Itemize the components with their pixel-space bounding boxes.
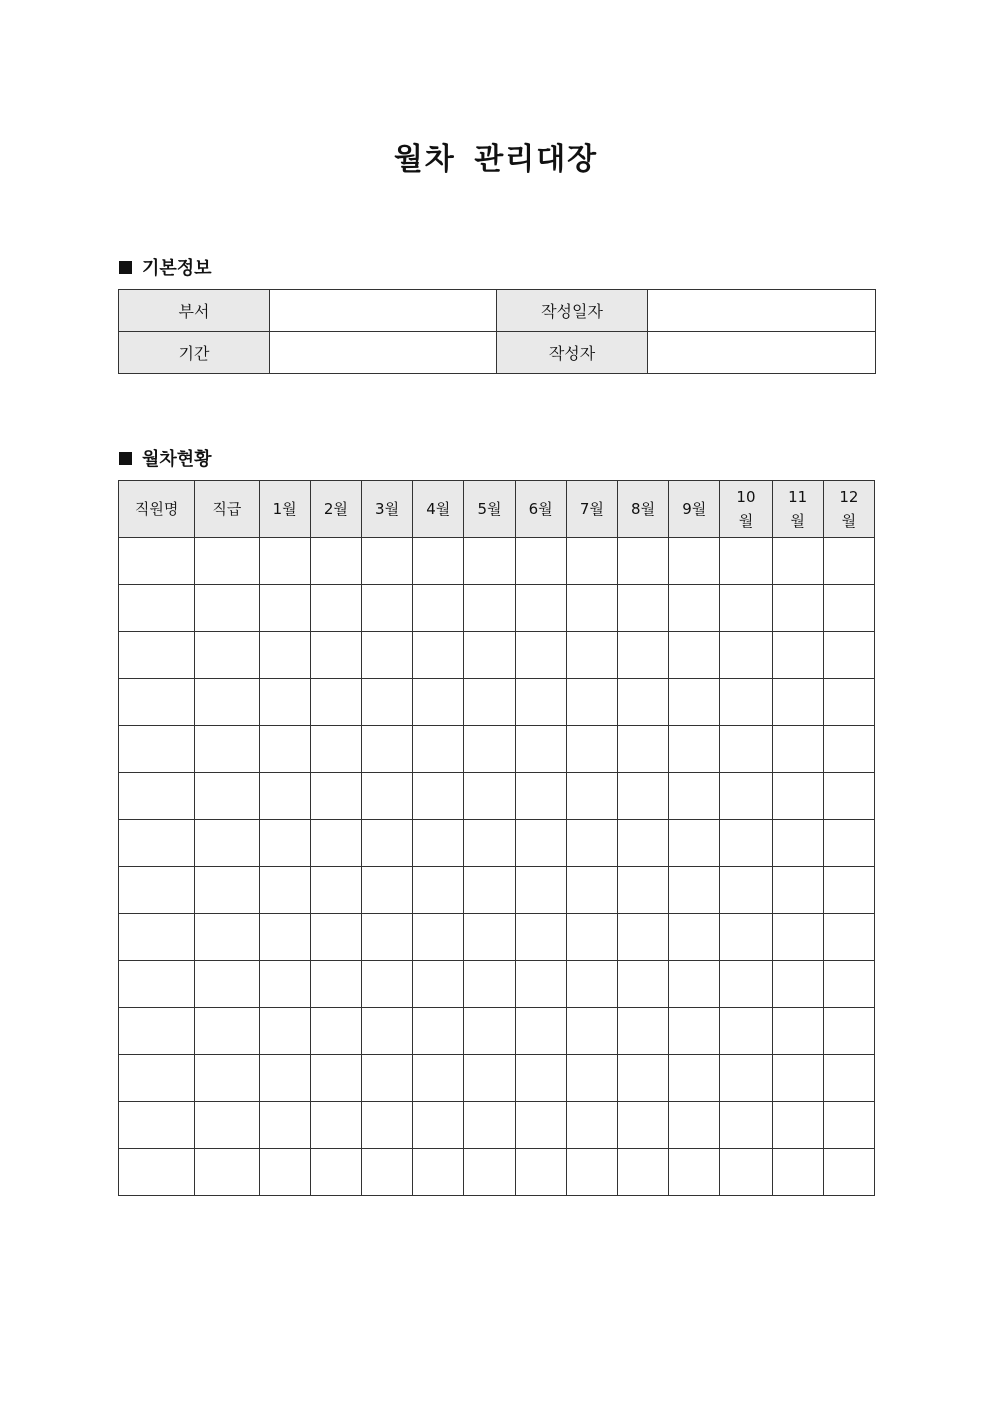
table-cell[interactable] [617,867,668,914]
column-header: 4월 [413,481,464,538]
table-cell[interactable] [720,1102,772,1149]
table-cell[interactable] [119,726,195,773]
table-cell[interactable] [617,538,668,585]
table-row [119,961,875,1008]
table-cell[interactable] [720,773,772,820]
table-cell[interactable] [515,726,566,773]
table-cell[interactable] [310,538,361,585]
column-header: 12 월 [823,481,874,538]
table-cell[interactable] [617,961,668,1008]
date-written-field[interactable] [648,290,876,332]
table-cell[interactable] [361,1149,412,1196]
table-cell[interactable] [310,679,361,726]
table-cell[interactable] [119,1149,195,1196]
table-cell[interactable] [772,632,823,679]
table-cell[interactable] [413,1008,464,1055]
table-cell[interactable] [361,1008,412,1055]
table-cell[interactable] [566,1102,617,1149]
table-cell[interactable] [772,867,823,914]
table-cell[interactable] [823,961,874,1008]
table-cell[interactable] [195,1149,259,1196]
table-cell[interactable] [669,773,720,820]
table-cell[interactable] [259,538,310,585]
table-cell[interactable] [566,1149,617,1196]
table-cell[interactable] [310,867,361,914]
table-cell[interactable] [413,679,464,726]
table-cell[interactable] [515,1008,566,1055]
table-cell[interactable] [617,1055,668,1102]
table-cell[interactable] [310,773,361,820]
table-cell[interactable] [669,632,720,679]
table-cell[interactable] [669,726,720,773]
table-cell[interactable] [195,867,259,914]
table-cell[interactable] [361,773,412,820]
table-cell[interactable] [195,538,259,585]
table-cell[interactable] [720,1055,772,1102]
table-cell[interactable] [413,726,464,773]
table-cell[interactable] [669,1149,720,1196]
column-header: 5월 [464,481,515,538]
table-cell[interactable] [119,773,195,820]
table-cell[interactable] [195,1055,259,1102]
table-cell[interactable] [259,632,310,679]
table-cell[interactable] [720,961,772,1008]
table-cell[interactable] [310,585,361,632]
basic-info-heading [119,254,212,280]
table-cell[interactable] [259,585,310,632]
column-header: 8월 [617,481,668,538]
table-cell[interactable] [823,820,874,867]
table-row [119,1102,875,1149]
table-cell[interactable] [119,914,195,961]
table-cell[interactable] [413,1102,464,1149]
column-header: 직급 [195,481,259,538]
date-written-label: 작성일자 [497,290,648,332]
table-cell[interactable] [772,914,823,961]
table-cell[interactable] [310,1149,361,1196]
table-cell[interactable] [823,773,874,820]
table-row [119,538,875,585]
table-cell[interactable] [464,867,515,914]
table-cell[interactable] [310,726,361,773]
square-bullet-icon [119,261,132,274]
table-cell[interactable] [515,1149,566,1196]
table-cell[interactable] [195,1102,259,1149]
table-cell[interactable] [119,1055,195,1102]
table-cell[interactable] [119,679,195,726]
table-cell[interactable] [361,820,412,867]
table-cell[interactable] [772,961,823,1008]
table-cell[interactable] [259,1102,310,1149]
period-label: 기간 [119,332,270,374]
table-cell[interactable] [515,538,566,585]
table-row [119,585,875,632]
table-cell[interactable] [823,867,874,914]
table-cell[interactable] [119,867,195,914]
department-field[interactable] [270,290,497,332]
table-cell[interactable] [515,820,566,867]
table-cell[interactable] [515,1055,566,1102]
table-cell[interactable] [464,538,515,585]
table-cell[interactable] [772,820,823,867]
table-cell[interactable] [413,538,464,585]
table-cell[interactable] [259,820,310,867]
table-cell[interactable] [566,867,617,914]
table-row [119,679,875,726]
table-cell[interactable] [361,961,412,1008]
table-cell[interactable] [566,726,617,773]
table-cell[interactable] [617,726,668,773]
table-cell[interactable] [119,1008,195,1055]
table-row [119,773,875,820]
table-cell[interactable] [310,1055,361,1102]
table-cell[interactable] [772,726,823,773]
table-cell[interactable] [720,538,772,585]
table-cell[interactable] [119,1102,195,1149]
table-cell[interactable] [464,1055,515,1102]
table-cell[interactable] [823,914,874,961]
author-field[interactable] [648,332,876,374]
table-cell[interactable] [195,820,259,867]
square-bullet-icon [119,452,132,465]
table-cell[interactable] [566,961,617,1008]
table-cell[interactable] [413,585,464,632]
table-cell[interactable] [669,820,720,867]
column-header: 1월 [259,481,310,538]
table-cell[interactable] [515,961,566,1008]
table-cell[interactable] [259,1149,310,1196]
table-cell[interactable] [669,1055,720,1102]
table-cell[interactable] [617,1008,668,1055]
table-cell[interactable] [464,1102,515,1149]
leave-status-table [118,480,875,1196]
table-cell[interactable] [720,820,772,867]
table-cell[interactable] [361,914,412,961]
column-header: 6월 [515,481,566,538]
table-cell[interactable] [720,632,772,679]
table-cell[interactable] [259,726,310,773]
table-cell[interactable] [772,585,823,632]
table-cell[interactable] [259,773,310,820]
table-cell[interactable] [566,1055,617,1102]
table-cell[interactable] [515,632,566,679]
table-cell[interactable] [566,632,617,679]
column-header: 10 월 [720,481,772,538]
table-cell[interactable] [361,538,412,585]
table-cell[interactable] [119,961,195,1008]
table-cell[interactable] [720,585,772,632]
basic-info-heading-label: 기본정보 [142,258,212,279]
table-cell[interactable] [195,585,259,632]
table-cell[interactable] [823,632,874,679]
table-cell[interactable] [720,867,772,914]
table-cell[interactable] [413,1149,464,1196]
table-cell[interactable] [464,1149,515,1196]
table-cell[interactable] [720,914,772,961]
table-cell[interactable] [617,679,668,726]
table-cell[interactable] [566,538,617,585]
table-header-row [119,481,875,538]
table-row [119,726,875,773]
table-row [119,1008,875,1055]
table-cell[interactable] [720,726,772,773]
column-header: 7월 [566,481,617,538]
table-row [119,290,876,332]
table-row [119,820,875,867]
table-cell[interactable] [772,1008,823,1055]
table-cell[interactable] [464,1008,515,1055]
table-row [119,1149,875,1196]
table-cell[interactable] [259,914,310,961]
table-cell[interactable] [464,914,515,961]
table-cell[interactable] [515,773,566,820]
table-cell[interactable] [823,1102,874,1149]
table-cell[interactable] [413,632,464,679]
table-cell[interactable] [823,679,874,726]
table-cell[interactable] [259,961,310,1008]
table-cell[interactable] [195,679,259,726]
table-cell[interactable] [119,585,195,632]
table-cell[interactable] [720,1008,772,1055]
table-cell[interactable] [464,632,515,679]
table-cell[interactable] [413,1055,464,1102]
leave-status-heading-label: 월차현황 [142,449,212,470]
table-cell[interactable] [310,1008,361,1055]
table-cell[interactable] [310,820,361,867]
table-cell[interactable] [361,726,412,773]
table-cell[interactable] [310,914,361,961]
table-cell[interactable] [669,1102,720,1149]
table-cell[interactable] [259,1008,310,1055]
table-cell[interactable] [195,914,259,961]
table-cell[interactable] [566,585,617,632]
table-cell[interactable] [669,914,720,961]
leave-status-heading [119,445,212,471]
table-row [119,632,875,679]
table-cell[interactable] [823,538,874,585]
table-cell[interactable] [669,538,720,585]
department-label: 부서 [119,290,270,332]
table-cell[interactable] [464,820,515,867]
table-cell[interactable] [310,632,361,679]
table-cell[interactable] [361,679,412,726]
column-header: 9월 [669,481,720,538]
table-cell[interactable] [772,1102,823,1149]
table-cell[interactable] [617,585,668,632]
table-cell[interactable] [566,679,617,726]
table-cell[interactable] [464,961,515,1008]
table-cell[interactable] [195,726,259,773]
table-cell[interactable] [823,1008,874,1055]
table-cell[interactable] [361,632,412,679]
table-row [119,332,876,374]
table-cell[interactable] [617,1149,668,1196]
table-cell[interactable] [720,1149,772,1196]
table-cell[interactable] [617,773,668,820]
page-title: 월차 관리대장 [393,142,599,177]
table-cell[interactable] [413,914,464,961]
table-cell[interactable] [259,679,310,726]
table-cell[interactable] [515,585,566,632]
table-cell[interactable] [119,820,195,867]
table-cell[interactable] [195,632,259,679]
table-cell[interactable] [464,679,515,726]
table-cell[interactable] [823,1055,874,1102]
table-cell[interactable] [413,961,464,1008]
table-cell[interactable] [310,1102,361,1149]
table-row [119,1055,875,1102]
table-cell[interactable] [259,1055,310,1102]
table-cell[interactable] [823,726,874,773]
column-header: 직원명 [119,481,195,538]
table-cell[interactable] [515,679,566,726]
table-cell[interactable] [515,914,566,961]
table-cell[interactable] [515,867,566,914]
table-cell[interactable] [720,679,772,726]
table-cell[interactable] [119,632,195,679]
table-cell[interactable] [772,1149,823,1196]
table-cell[interactable] [823,1149,874,1196]
table-cell[interactable] [515,1102,566,1149]
table-cell[interactable] [119,538,195,585]
table-cell[interactable] [361,1102,412,1149]
table-cell[interactable] [259,867,310,914]
table-cell[interactable] [617,632,668,679]
table-cell[interactable] [772,1055,823,1102]
table-cell[interactable] [669,585,720,632]
table-cell[interactable] [669,1008,720,1055]
table-cell[interactable] [464,585,515,632]
table-cell[interactable] [361,585,412,632]
table-cell[interactable] [413,773,464,820]
table-cell[interactable] [566,773,617,820]
table-cell[interactable] [772,773,823,820]
table-cell[interactable] [566,1008,617,1055]
table-cell[interactable] [310,961,361,1008]
table-cell[interactable] [361,867,412,914]
column-header: 11 월 [772,481,823,538]
author-label: 작성자 [497,332,648,374]
table-cell[interactable] [617,820,668,867]
table-cell[interactable] [195,1008,259,1055]
table-cell[interactable] [669,961,720,1008]
table-cell[interactable] [772,679,823,726]
table-row [119,867,875,914]
period-field[interactable] [270,332,497,374]
table-cell[interactable] [566,914,617,961]
table-cell[interactable] [195,773,259,820]
table-cell[interactable] [464,726,515,773]
table-cell[interactable] [617,914,668,961]
table-cell[interactable] [464,773,515,820]
table-cell[interactable] [772,538,823,585]
table-cell[interactable] [669,679,720,726]
basic-info-table [118,289,876,374]
table-cell[interactable] [413,867,464,914]
table-cell[interactable] [617,1102,668,1149]
table-cell[interactable] [669,867,720,914]
table-cell[interactable] [413,820,464,867]
column-header: 2월 [310,481,361,538]
column-header: 3월 [361,481,412,538]
table-cell[interactable] [361,1055,412,1102]
table-cell[interactable] [823,585,874,632]
table-cell[interactable] [566,820,617,867]
table-cell[interactable] [195,961,259,1008]
table-row [119,914,875,961]
